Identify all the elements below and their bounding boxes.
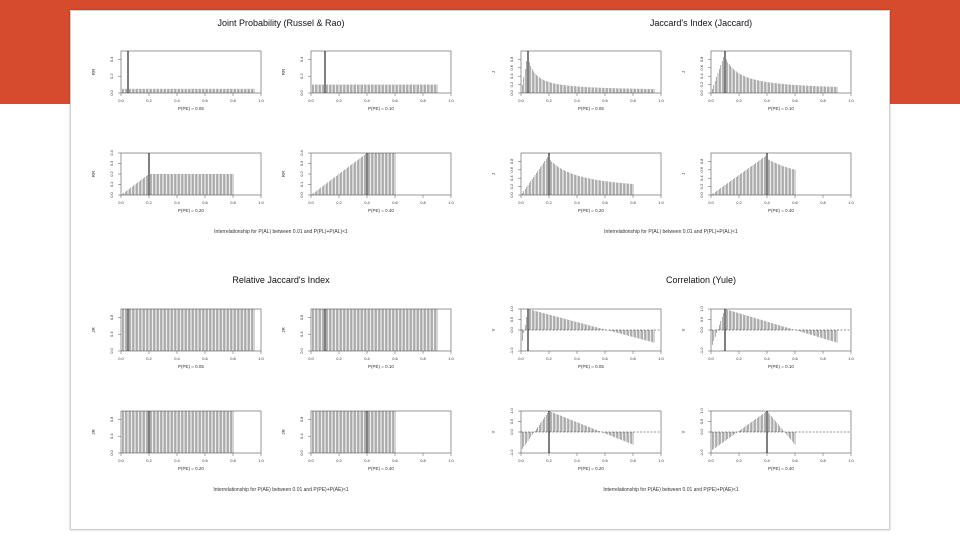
y-tick-label: -1.0 bbox=[509, 347, 514, 355]
y-tick-label: 0.8 bbox=[699, 158, 704, 165]
y-tick-label: 0.8 bbox=[699, 56, 704, 63]
y-tick-label: 0.2 bbox=[299, 171, 304, 177]
x-tick-label: 0.2 bbox=[736, 458, 742, 463]
y-axis-label: JR bbox=[91, 327, 96, 333]
x-tick-label: 0.0 bbox=[518, 98, 524, 103]
y-tick-label: 0.4 bbox=[299, 150, 304, 156]
section-title-russel-rao: Joint Probability (Russel & Rao) bbox=[217, 18, 345, 28]
x-tick-label: 0.0 bbox=[118, 200, 124, 205]
x-tick-label: 0.8 bbox=[820, 200, 826, 205]
x-tick-label: 0.2 bbox=[736, 356, 742, 361]
x-tick-label: 0.0 bbox=[118, 356, 124, 361]
y-tick-label: 0.0 bbox=[299, 90, 304, 96]
x-tick-label: 0.0 bbox=[118, 458, 124, 463]
y-tick-label: 0.5 bbox=[699, 316, 704, 323]
x-tick-label: 0.2 bbox=[546, 98, 552, 103]
x-tick-label: 0.0 bbox=[708, 458, 714, 463]
x-tick-label: 0.0 bbox=[708, 98, 714, 103]
x-tick-label: 1.0 bbox=[258, 98, 264, 103]
x-tick-label: 0.6 bbox=[202, 200, 208, 205]
x-tick-label: 0.0 bbox=[518, 356, 524, 361]
x-tick-label: 1.0 bbox=[658, 200, 664, 205]
y-tick-label: 1.0 bbox=[509, 408, 514, 414]
x-tick-label: 1.0 bbox=[448, 458, 454, 463]
x-axis-label: P(PE) = 0.10 bbox=[368, 364, 394, 369]
x-tick-label: 1.0 bbox=[658, 458, 664, 463]
x-tick-label: 0.0 bbox=[708, 200, 714, 205]
x-tick-label: 0.6 bbox=[602, 200, 608, 205]
x-tick-label: 0.8 bbox=[230, 458, 236, 463]
x-tick-label: 0.6 bbox=[392, 458, 398, 463]
x-tick-label: 1.0 bbox=[848, 98, 854, 103]
y-tick-label: 0.2 bbox=[509, 183, 514, 190]
y-tick-label: 0.2 bbox=[109, 73, 114, 79]
x-tick-label: 1.0 bbox=[258, 356, 264, 361]
y-tick-label: 0.4 bbox=[109, 56, 114, 63]
x-tick-label: 0.4 bbox=[574, 98, 580, 103]
y-tick-label: 0.4 bbox=[299, 331, 304, 337]
x-tick-label: 0.0 bbox=[518, 458, 524, 463]
x-tick-label: 0.8 bbox=[230, 356, 236, 361]
y-tick-label: 0.0 bbox=[509, 429, 514, 435]
y-tick-label: 0.4 bbox=[299, 433, 304, 439]
y-tick-label: 0.2 bbox=[699, 81, 704, 88]
y-tick-label: 0.0 bbox=[699, 429, 704, 435]
x-tick-label: 0.2 bbox=[336, 98, 342, 103]
x-tick-label: 0.6 bbox=[202, 458, 208, 463]
figure-sheet bbox=[70, 10, 890, 530]
y-tick-label: 0.4 bbox=[509, 73, 514, 79]
x-tick-label: 0.4 bbox=[574, 200, 580, 205]
y-tick-label: 0.0 bbox=[699, 90, 704, 96]
x-tick-label: 1.0 bbox=[658, 356, 664, 361]
x-tick-label: 0.8 bbox=[230, 200, 236, 205]
x-tick-label: 0.4 bbox=[364, 458, 370, 463]
x-tick-label: 0.8 bbox=[630, 356, 636, 361]
y-tick-label: 0.0 bbox=[109, 450, 114, 456]
x-tick-label: 0.6 bbox=[792, 98, 798, 103]
y-axis-label: J bbox=[681, 70, 686, 74]
x-tick-label: 0.2 bbox=[546, 458, 552, 463]
y-tick-label: 0.4 bbox=[299, 56, 304, 63]
x-tick-label: 1.0 bbox=[848, 200, 854, 205]
x-tick-label: 0.2 bbox=[146, 356, 152, 361]
x-tick-label: 0.4 bbox=[764, 458, 770, 463]
y-tick-label: 0.1 bbox=[109, 181, 114, 188]
x-tick-label: 0.6 bbox=[602, 98, 608, 103]
y-tick-label: 0.0 bbox=[299, 192, 304, 198]
x-tick-label: 0.8 bbox=[820, 98, 826, 103]
y-tick-label: 0.4 bbox=[109, 150, 114, 156]
y-tick-label: 0.0 bbox=[509, 327, 514, 333]
y-tick-label: -1.0 bbox=[699, 347, 704, 355]
x-tick-label: 0.0 bbox=[118, 98, 124, 103]
x-tick-label: 0.8 bbox=[230, 98, 236, 103]
y-axis-label: Y bbox=[681, 430, 686, 434]
x-axis-label: P(PE) = 0.40 bbox=[368, 208, 394, 213]
y-tick-label: 0.0 bbox=[509, 90, 514, 96]
y-tick-label: 0.1 bbox=[299, 181, 304, 188]
x-tick-label: 0.6 bbox=[392, 200, 398, 205]
x-tick-label: 0.4 bbox=[174, 458, 180, 463]
x-tick-label: 0.2 bbox=[546, 356, 552, 361]
x-tick-label: 1.0 bbox=[258, 200, 264, 205]
x-tick-label: 0.6 bbox=[602, 458, 608, 463]
x-axis-label: P(PE) = 0.40 bbox=[768, 208, 794, 213]
x-tick-label: 0.4 bbox=[764, 356, 770, 361]
x-tick-label: 0.6 bbox=[792, 458, 798, 463]
x-tick-label: 0.6 bbox=[602, 356, 608, 361]
y-tick-label: 0.3 bbox=[299, 160, 304, 167]
x-axis-label: P(PE) = 0.20 bbox=[578, 208, 604, 213]
y-tick-label: 0.3 bbox=[109, 160, 114, 167]
y-axis-label: J bbox=[491, 70, 496, 74]
y-tick-label: 1.0 bbox=[509, 306, 514, 312]
x-tick-label: 0.2 bbox=[146, 98, 152, 103]
y-tick-label: 0.5 bbox=[699, 418, 704, 425]
x-tick-label: 0.2 bbox=[336, 356, 342, 361]
x-tick-label: 0.2 bbox=[546, 200, 552, 205]
y-axis-label: Y bbox=[491, 430, 496, 434]
x-tick-label: 0.6 bbox=[392, 356, 398, 361]
plot-frame bbox=[121, 51, 261, 93]
x-tick-label: 0.2 bbox=[736, 200, 742, 205]
x-tick-label: 0.4 bbox=[764, 200, 770, 205]
x-tick-label: 0.6 bbox=[792, 200, 798, 205]
x-tick-label: 0.6 bbox=[392, 98, 398, 103]
y-tick-label: 0.2 bbox=[509, 81, 514, 88]
y-tick-label: 0.2 bbox=[109, 171, 114, 177]
y-tick-label: 0.4 bbox=[109, 331, 114, 337]
x-tick-label: 0.6 bbox=[202, 98, 208, 103]
x-tick-label: 0.8 bbox=[420, 356, 426, 361]
y-tick-label: 0.8 bbox=[109, 416, 114, 423]
x-tick-label: 0.6 bbox=[792, 356, 798, 361]
y-tick-label: 0.6 bbox=[509, 167, 514, 173]
y-axis-label: RR bbox=[281, 68, 286, 76]
y-tick-label: 0.2 bbox=[299, 73, 304, 79]
x-axis-label: P(PE) = 0.05 bbox=[578, 106, 604, 111]
x-tick-label: 0.4 bbox=[174, 200, 180, 205]
y-axis-label: JR bbox=[91, 429, 96, 435]
x-tick-label: 0.0 bbox=[308, 458, 314, 463]
x-tick-label: 0.2 bbox=[336, 200, 342, 205]
y-axis-label: JR bbox=[281, 327, 286, 333]
x-tick-label: 0.4 bbox=[574, 458, 580, 463]
x-tick-label: 1.0 bbox=[848, 356, 854, 361]
x-axis-label: P(PE) = 0.40 bbox=[768, 466, 794, 471]
section-title-yule: Correlation (Yule) bbox=[665, 275, 737, 285]
x-tick-label: 0.2 bbox=[146, 458, 152, 463]
x-tick-label: 0.2 bbox=[146, 200, 152, 205]
x-tick-label: 1.0 bbox=[448, 356, 454, 361]
y-tick-label: 0.8 bbox=[509, 158, 514, 165]
x-axis-label: P(PE) = 0.10 bbox=[368, 106, 394, 111]
x-tick-label: 0.8 bbox=[820, 458, 826, 463]
y-tick-label: 0.4 bbox=[109, 433, 114, 439]
x-tick-label: 0.8 bbox=[630, 98, 636, 103]
y-axis-label: J bbox=[491, 172, 496, 176]
x-tick-label: 0.8 bbox=[420, 458, 426, 463]
y-axis-label: RR bbox=[281, 170, 286, 178]
x-tick-label: 0.4 bbox=[764, 98, 770, 103]
y-tick-label: 0.0 bbox=[299, 450, 304, 456]
y-axis-label: J bbox=[681, 172, 686, 176]
x-tick-label: 0.4 bbox=[364, 356, 370, 361]
y-tick-label: 0.5 bbox=[509, 418, 514, 425]
figure-canvas bbox=[79, 13, 881, 525]
section-title-jaccard: Jaccard's Index (Jaccard) bbox=[649, 18, 753, 28]
section-caption-jaccard: Interrelationship for P(AL) between 0.01 and P(PL)+P(AL)<1 bbox=[604, 229, 738, 235]
y-tick-label: 0.6 bbox=[699, 167, 704, 173]
x-axis-label: P(PE) = 0.20 bbox=[578, 466, 604, 471]
y-tick-label: -1.0 bbox=[509, 449, 514, 457]
y-tick-label: 0.0 bbox=[109, 192, 114, 198]
x-tick-label: 1.0 bbox=[258, 458, 264, 463]
y-tick-label: 0.8 bbox=[299, 314, 304, 321]
x-tick-label: 0.8 bbox=[630, 200, 636, 205]
x-tick-label: 0.0 bbox=[708, 356, 714, 361]
y-axis-label: Y bbox=[681, 328, 686, 332]
y-tick-label: 0.2 bbox=[699, 183, 704, 190]
x-tick-label: 0.2 bbox=[736, 98, 742, 103]
small-multiples-plot bbox=[79, 13, 881, 525]
y-tick-label: 0.0 bbox=[699, 327, 704, 333]
y-axis-label: Y bbox=[491, 328, 496, 332]
y-axis-label: JR bbox=[281, 429, 286, 435]
y-tick-label: 0.0 bbox=[699, 192, 704, 198]
y-tick-label: 0.4 bbox=[699, 175, 704, 181]
section-caption-yule: Interrelationship for P(AE) between 0.01 and P(PE)+P(AE)<1 bbox=[603, 487, 739, 493]
y-tick-label: 0.6 bbox=[699, 65, 704, 71]
y-axis-label: RR bbox=[91, 68, 96, 76]
y-tick-label: 1.0 bbox=[699, 306, 704, 312]
x-tick-label: 1.0 bbox=[448, 98, 454, 103]
x-tick-label: 1.0 bbox=[658, 98, 664, 103]
x-tick-label: 0.0 bbox=[308, 356, 314, 361]
x-tick-label: 0.4 bbox=[364, 98, 370, 103]
y-tick-label: 0.4 bbox=[699, 73, 704, 79]
x-tick-label: 0.6 bbox=[202, 356, 208, 361]
y-tick-label: 1.0 bbox=[699, 408, 704, 414]
y-tick-label: 0.4 bbox=[509, 175, 514, 181]
x-tick-label: 1.0 bbox=[448, 200, 454, 205]
x-axis-label: P(PE) = 0.10 bbox=[768, 364, 794, 369]
x-tick-label: 1.0 bbox=[848, 458, 854, 463]
y-tick-label: 0.8 bbox=[509, 56, 514, 63]
x-axis-label: P(PE) = 0.05 bbox=[178, 364, 204, 369]
x-tick-label: 0.4 bbox=[174, 356, 180, 361]
section-caption-relative-jaccard: Interrelationship for P(AE) between 0.01 and P(PE)+P(AE)<1 bbox=[213, 487, 349, 493]
x-tick-label: 0.4 bbox=[174, 98, 180, 103]
x-axis-label: P(PE) = 0.20 bbox=[178, 208, 204, 213]
y-axis-label: RR bbox=[91, 170, 96, 178]
x-axis-label: P(PE) = 0.20 bbox=[178, 466, 204, 471]
y-tick-label: 0.6 bbox=[509, 65, 514, 71]
x-tick-label: 0.0 bbox=[308, 98, 314, 103]
y-tick-label: -1.0 bbox=[699, 449, 704, 457]
x-axis-label: P(PE) = 0.10 bbox=[768, 106, 794, 111]
x-tick-label: 0.0 bbox=[518, 200, 524, 205]
y-tick-label: 0.0 bbox=[299, 348, 304, 354]
x-tick-label: 0.8 bbox=[630, 458, 636, 463]
x-tick-label: 0.2 bbox=[336, 458, 342, 463]
section-caption-russel-rao: Interrelationship for P(AL) between 0.01 and P(PL)+P(AL)<1 bbox=[214, 229, 348, 235]
x-tick-label: 0.8 bbox=[420, 200, 426, 205]
x-axis-label: P(PE) = 0.05 bbox=[178, 106, 204, 111]
x-axis-label: P(PE) = 0.40 bbox=[368, 466, 394, 471]
x-tick-label: 0.4 bbox=[364, 200, 370, 205]
x-tick-label: 0.4 bbox=[574, 356, 580, 361]
y-tick-label: 0.0 bbox=[509, 192, 514, 198]
y-tick-label: 0.8 bbox=[109, 314, 114, 321]
y-tick-label: 0.5 bbox=[509, 316, 514, 323]
x-axis-label: P(PE) = 0.05 bbox=[578, 364, 604, 369]
x-tick-label: 0.8 bbox=[820, 356, 826, 361]
x-tick-label: 0.8 bbox=[420, 98, 426, 103]
y-tick-label: 0.8 bbox=[299, 416, 304, 423]
x-tick-label: 0.0 bbox=[308, 200, 314, 205]
y-tick-label: 0.0 bbox=[109, 348, 114, 354]
section-title-relative-jaccard: Relative Jaccard's Index bbox=[232, 275, 330, 285]
y-tick-label: 0.0 bbox=[109, 90, 114, 96]
